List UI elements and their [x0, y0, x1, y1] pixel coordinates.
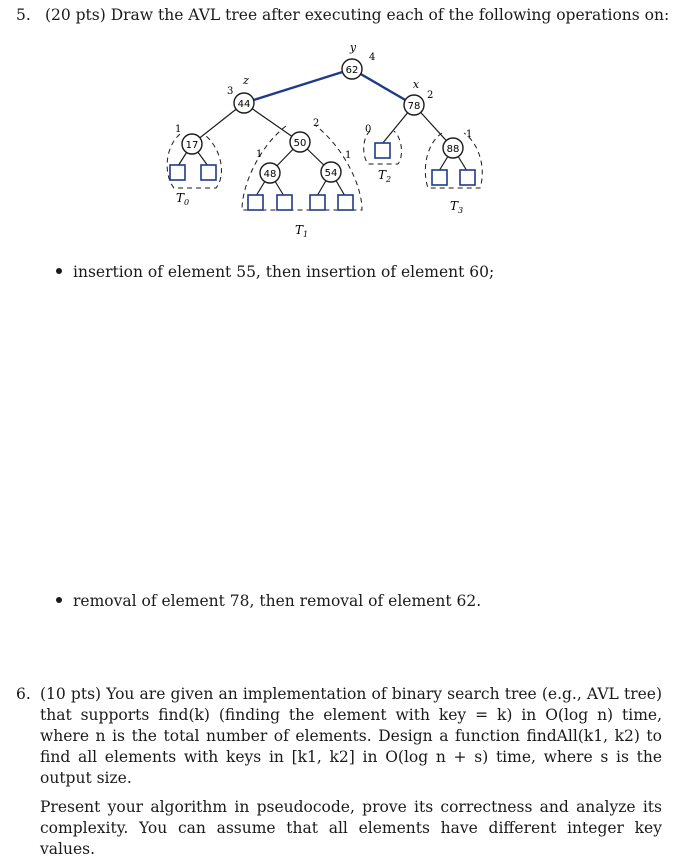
question-6 — [16, 684, 662, 860]
bullet-dot — [56, 597, 62, 603]
node-44 — [234, 93, 254, 113]
leaf-square — [248, 195, 263, 210]
edge-root-right — [352, 69, 414, 105]
question-5-bullet-2: removal of element 78, then removal of element 62. — [56, 591, 481, 611]
height-48: 1 — [256, 149, 263, 160]
svg-text:44: 44 — [237, 99, 251, 110]
label-z: z — [243, 74, 249, 87]
height-17: 1 — [175, 124, 182, 135]
svg-text:62: 62 — [345, 65, 359, 76]
leaf-square — [338, 195, 353, 210]
svg-text:78: 78 — [407, 101, 421, 112]
leaf-square — [432, 170, 447, 185]
label-t1: $T_1$ — [295, 223, 309, 239]
edge-root-left — [244, 69, 352, 103]
leaf-square — [201, 165, 216, 180]
question-5-number: 5. — [16, 6, 31, 24]
height-54: 1 — [345, 150, 352, 161]
question-6-paragraph-2: Present your algorithm in pseudocode, prove its correctness and analyze its complexity. You can assume that all elements have different integer key values. — [40, 798, 662, 858]
svg-text:17: 17 — [185, 140, 199, 151]
label-t2: $T_2$ — [378, 168, 392, 184]
leaf-square — [277, 195, 292, 210]
question-6-number: 6. — [16, 685, 31, 703]
node-48 — [260, 163, 280, 183]
height-44: 3 — [227, 86, 234, 97]
label-y: y — [349, 41, 357, 54]
height-t2: 0 — [365, 124, 372, 135]
svg-text:50: 50 — [293, 138, 307, 149]
node-50 — [290, 132, 310, 152]
node-88 — [443, 138, 463, 158]
avl-tree-figure — [150, 38, 500, 244]
leaf-square — [375, 143, 390, 158]
label-t0: $T_0$ — [176, 191, 190, 207]
question-6-text: (10 pts) You are given an implementation of binary search tree (e.g., AVL tree) that supports find(k) (finding the element with key = k) in O(log n) time, where n is the total number of elements. Design a function findAll(k1, k2) to find all elements with keys in [k1, k2] in O(log n + s) time, where s is the output size. — [40, 685, 662, 787]
question-5-bullet-1: insertion of element 55, then insertion of element 60; — [56, 262, 494, 282]
node-62 — [342, 59, 362, 79]
label-x: x — [412, 78, 420, 91]
question-5-header — [16, 5, 669, 25]
height-62: 4 — [369, 52, 376, 63]
height-78: 2 — [427, 90, 434, 101]
height-88: 1 — [466, 129, 473, 140]
leaf-square — [310, 195, 325, 210]
svg-text:48: 48 — [263, 169, 277, 180]
node-54 — [321, 162, 341, 182]
svg-text:54: 54 — [324, 168, 338, 179]
leaf-square — [170, 165, 185, 180]
label-t3: $T_3$ — [450, 199, 464, 215]
leaf-square — [460, 170, 475, 185]
svg-text:88: 88 — [446, 144, 460, 155]
bullet-dot — [56, 268, 62, 274]
node-17 — [182, 134, 202, 154]
height-50: 2 — [313, 118, 320, 129]
question-5-text: (20 pts) Draw the AVL tree after executing each of the following operations on: — [44, 6, 670, 24]
node-78 — [404, 95, 424, 115]
